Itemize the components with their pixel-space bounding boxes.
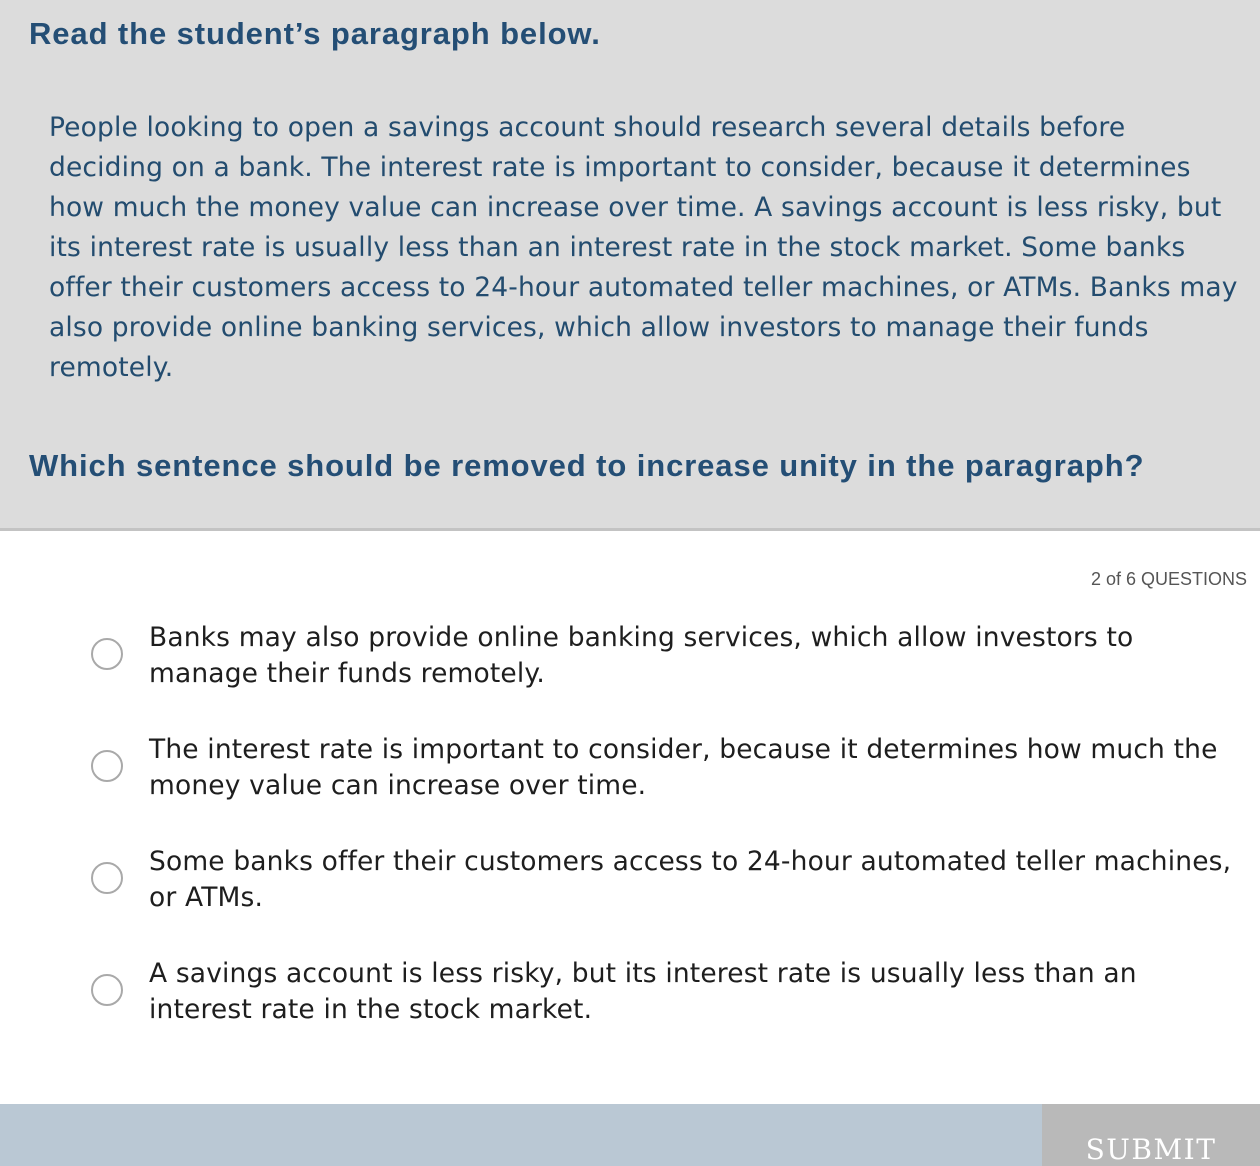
submit-button[interactable]: SUBMIT [1042,1104,1260,1166]
radio-button[interactable] [91,974,123,1006]
question-progress: 2 of 6 QUESTIONS [1090,569,1247,589]
footer-bar [0,1104,1260,1166]
answer-option-1[interactable] [0,620,1260,710]
student-paragraph: People looking to open a savings account should research several details before deciding on a bank. The interest rate is important to consider, because it determines how much the money value can increase over time. A savings account is less risky, but its interest rate is usually less than an interest rate in the stock market. Some banks offer their customers access to 24-hour automated teller machines, or ATMs. Banks may also provide online banking services, which allow investors to manage their funds remotely. [49,112,1238,383]
answer-option-label[interactable]: A savings account is less risky, but its interest rate is usually less than an interest rate in the stock market. [149,958,1137,1025]
question-prompt: Which sentence should be removed to increase unity in the paragraph? [29,448,1145,483]
answer-option-label[interactable]: Some banks offer their customers access to 24-hour automated teller machines, or ATMs. [149,846,1232,913]
radio-button[interactable] [91,638,123,670]
answer-option-label[interactable]: Banks may also provide online banking services, which allow investors to manage their funds remotely. [149,622,1134,689]
radio-button[interactable] [91,862,123,894]
passage-panel [0,0,1260,531]
answer-option-label[interactable]: The interest rate is important to consider, because it determines how much the money value can increase over time. [149,734,1218,801]
answer-option-2[interactable] [0,732,1260,822]
radio-button[interactable] [91,750,123,782]
instruction-heading: Read the student’s paragraph below. [29,16,601,51]
answer-option-3[interactable] [0,844,1260,934]
answer-option-4[interactable] [0,956,1260,1046]
